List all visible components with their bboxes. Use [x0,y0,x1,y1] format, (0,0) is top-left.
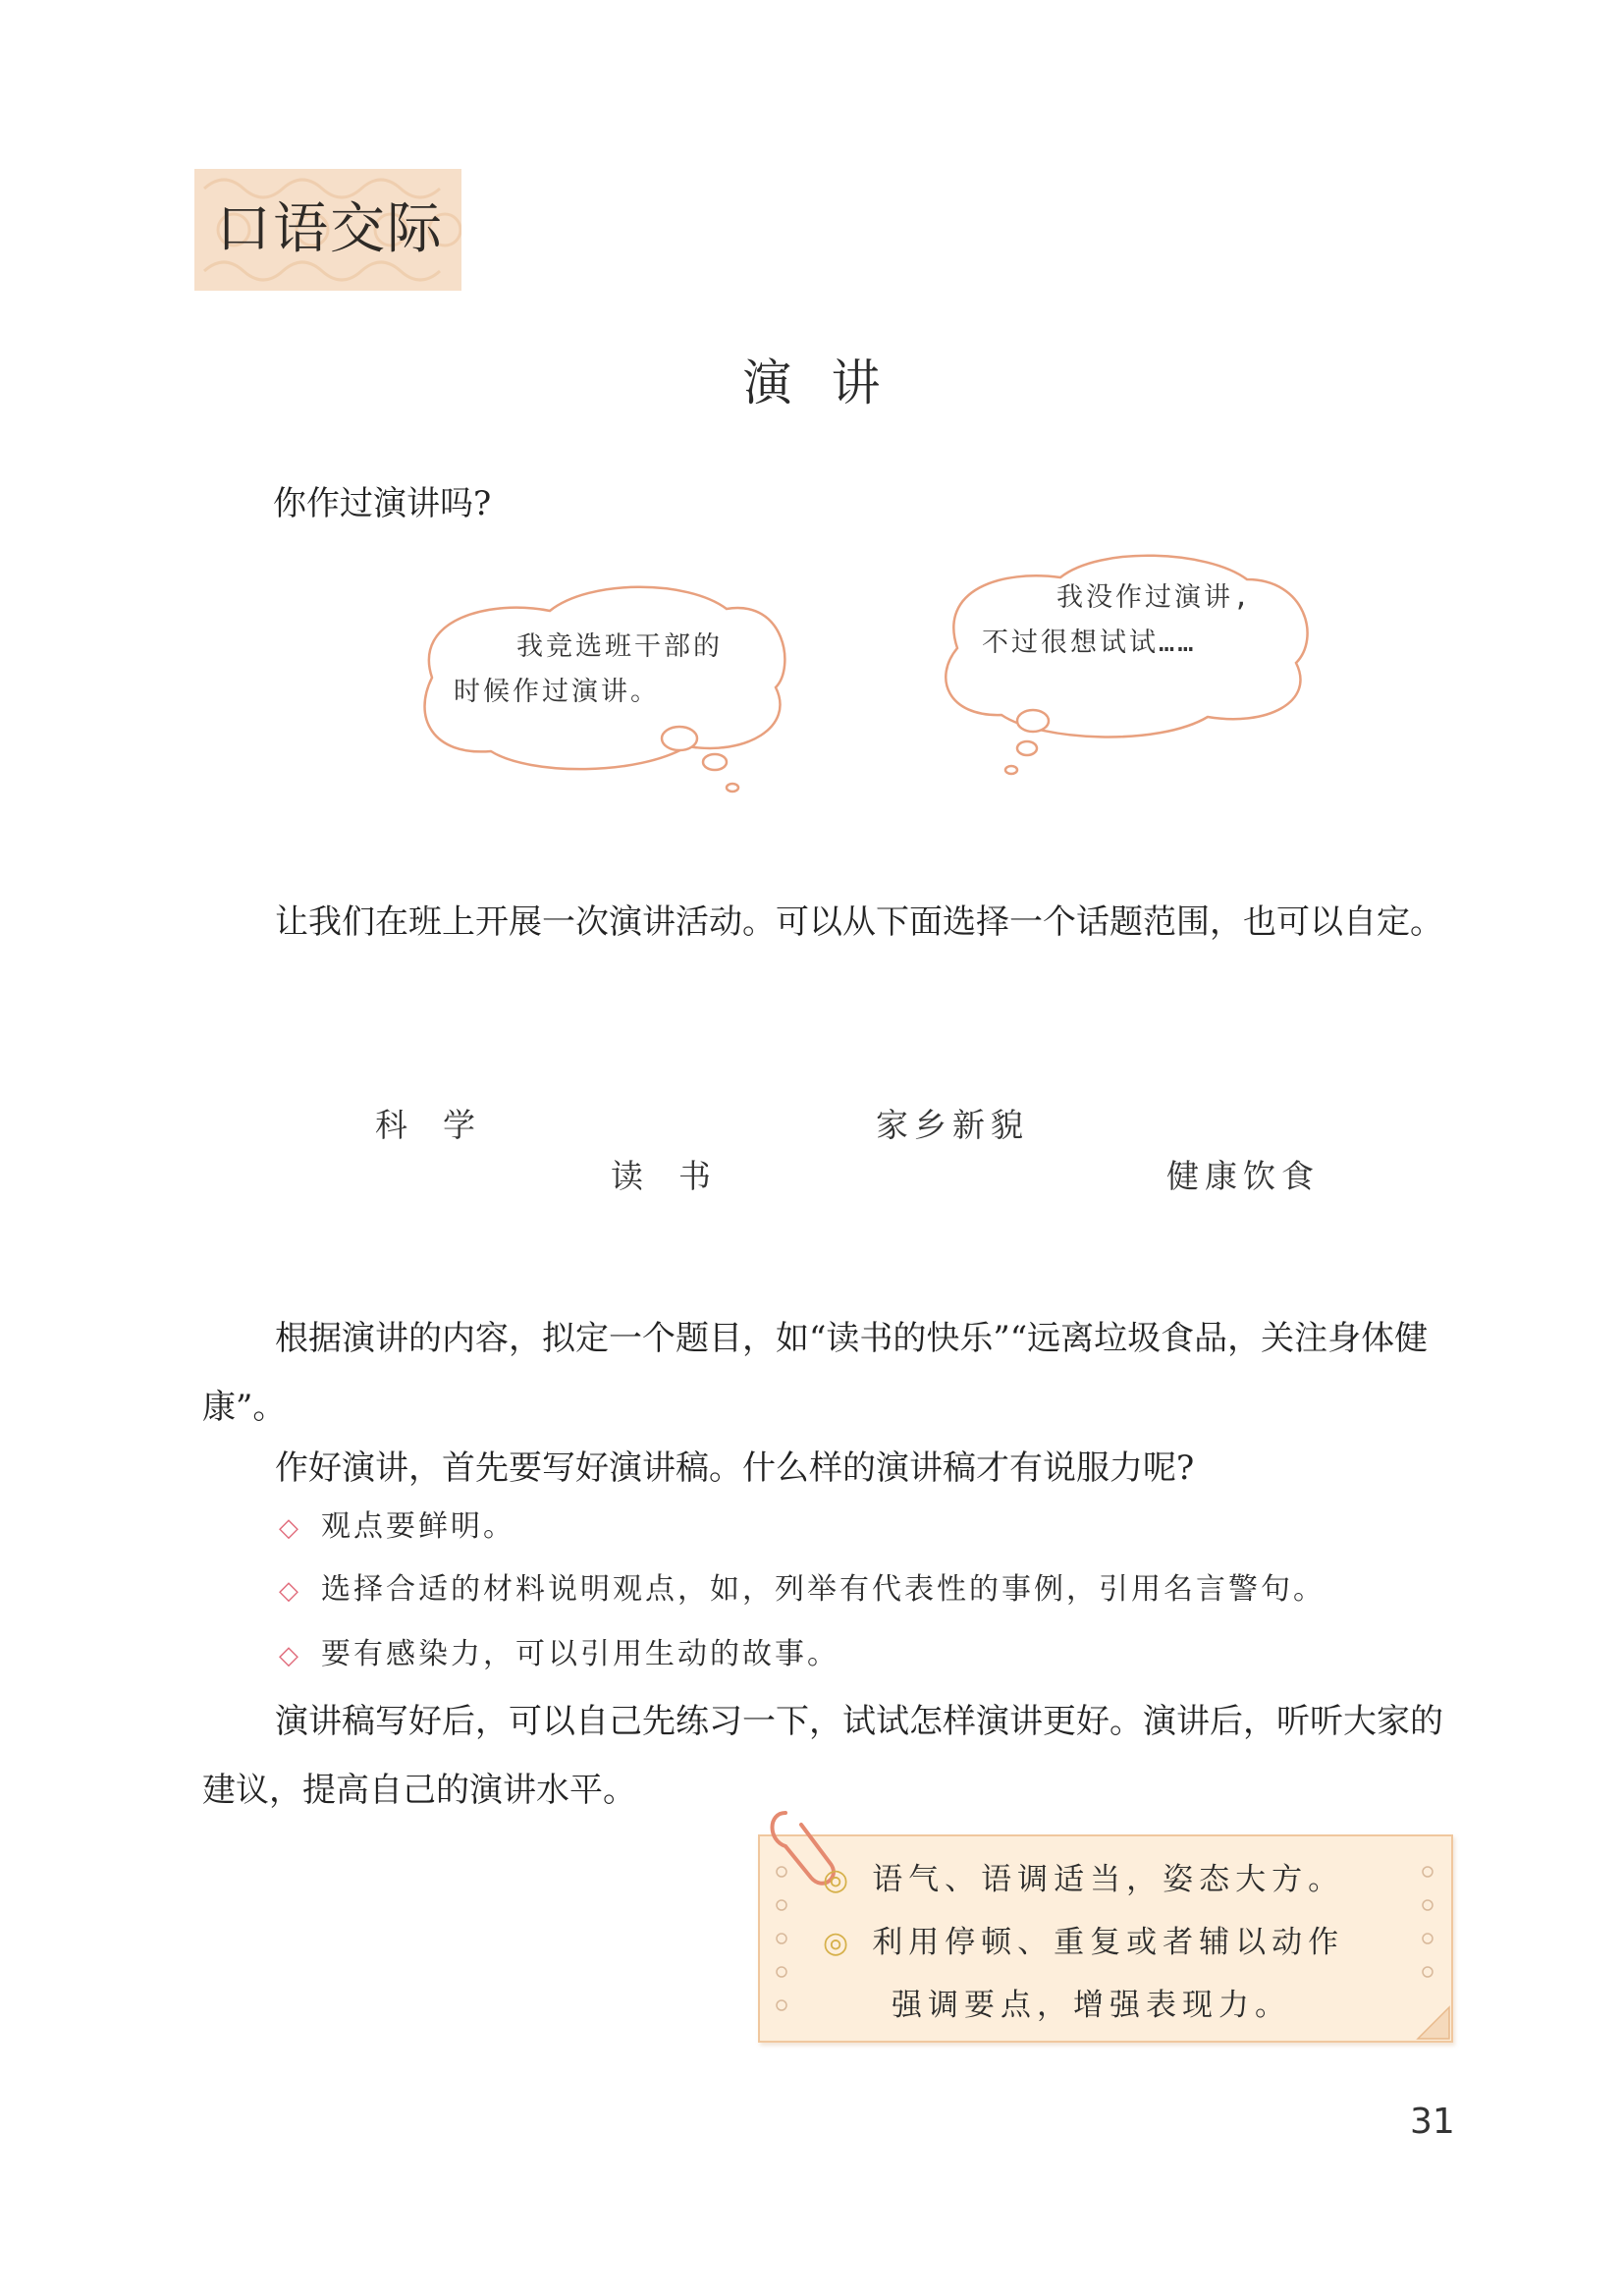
page-number: 31 [1410,2102,1455,2142]
right-bubble-line-1: 我没作过演讲, [1056,582,1253,613]
paragraph-2: 根据演讲的内容，拟定一个题目，如“读书的快乐”“远离垃圾食品，关注身体健康”。 [202,1319,1429,1427]
paragraph-4: 演讲稿写好后，可以自己先练习一下，试试怎样演讲更好。演讲后，听听大家的建议，提高自己的演讲水平。 [202,1702,1443,1810]
tip-line-1 [823,1854,1344,1898]
left-bubble-line-2: 时候作过演讲。 [454,677,660,707]
circle-bullet-icon: ◎ [823,1926,855,1960]
topic-hometown: 家乡新貌 [876,1106,1029,1144]
question-text: 你作过演讲吗? [273,484,492,523]
tip-line-2 [823,1917,1344,1961]
diamond-bullet-icon: ◇ [279,1576,301,1606]
paragraph-1: 让我们在班上开展一次演讲活动。可以从下面选择一个话题范围，也可以自定。 [275,902,1443,942]
list-item-text: 观点要鲜明。 [321,1509,515,1544]
list-item-text: 选择合适的材料说明观点，如，列举有代表性的事例，引用名言警句。 [321,1572,1325,1607]
tip-line-3: 强调要点，增强表现力。 [892,1988,1291,2023]
folded-corner-icon [1418,2007,1449,2039]
topic-science: 科学 [375,1106,511,1144]
list-item-text: 要有感染力，可以引用生动的故事。 [321,1637,839,1671]
diamond-bullet-icon: ◇ [279,1513,301,1543]
tip-line-2-text: 利用停顿、重复或者辅以动作 [872,1925,1345,1960]
tip-line-1-text: 语气、语调适当，姿态大方。 [872,1862,1345,1897]
paragraph-3: 作好演讲，首先要写好演讲稿。什么样的演讲稿才有说服力呢? [275,1449,1195,1488]
circle-bullet-icon: ◎ [823,1863,855,1897]
right-bubble-line-2: 不过很想试试…… [982,628,1197,658]
page-title: 演讲 [742,355,920,411]
topic-healthy-diet: 健康饮食 [1166,1157,1320,1195]
left-bubble-line-1: 我竞选班干部的 [516,631,723,662]
diamond-bullet-icon: ◇ [279,1641,301,1670]
topic-reading: 读书 [611,1157,746,1195]
section-label-text: 口语交际 [216,197,444,261]
